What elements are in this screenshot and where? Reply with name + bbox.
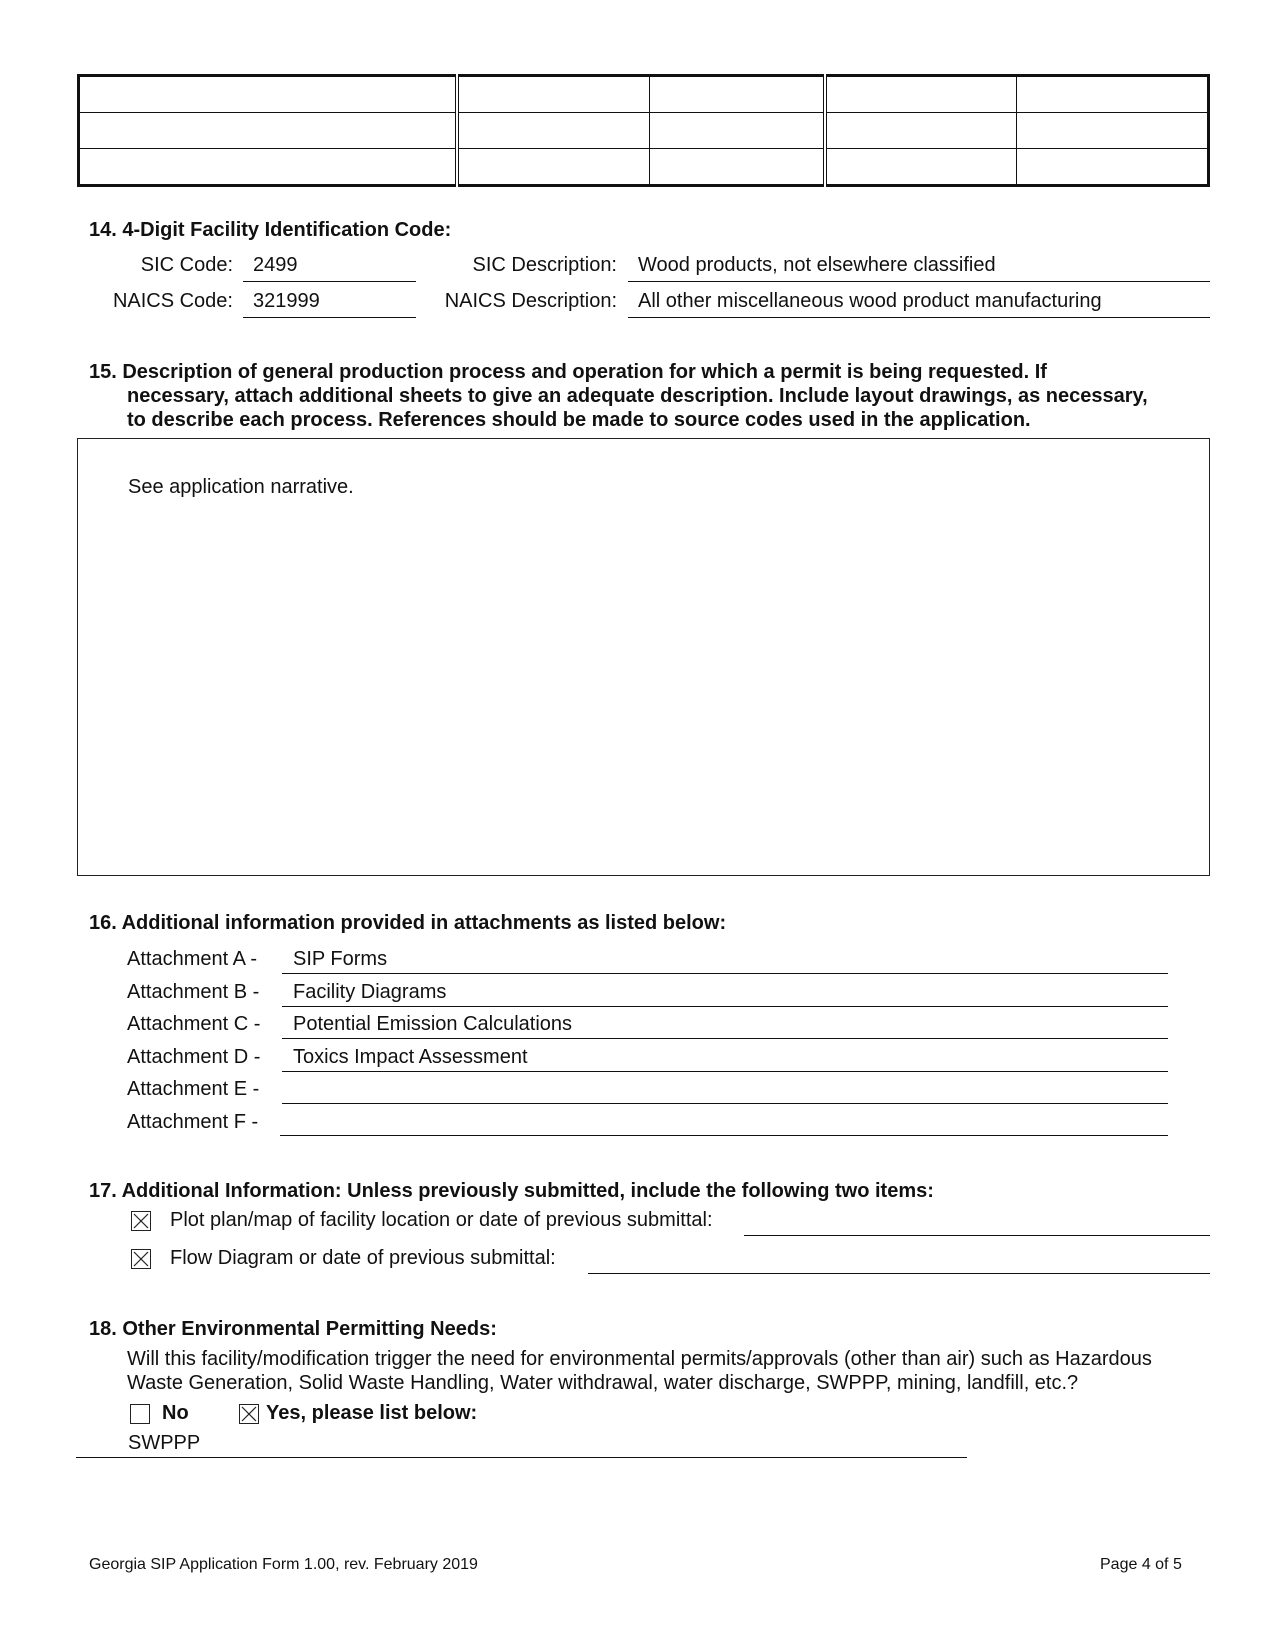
attachment-b-field[interactable]: Facility Diagrams	[293, 981, 447, 1003]
no-label: No	[162, 1402, 189, 1424]
naics-description-label: NAICS Description:	[444, 290, 617, 312]
flow-diagram-checkbox[interactable]	[131, 1249, 151, 1269]
section-16-heading: 16. Additional information provided in attachments as listed below:	[89, 912, 727, 934]
naics-description-field[interactable]: All other miscellaneous wood product manufacturing	[638, 290, 1102, 312]
table-cell[interactable]	[650, 76, 825, 113]
attachment-a-field[interactable]: SIP Forms	[293, 948, 388, 970]
process-description-box[interactable]	[77, 438, 1210, 876]
naics-code-label: NAICS Code:	[112, 290, 233, 312]
plot-plan-label: Plot plan/map of facility location or date of previous submittal:	[170, 1209, 713, 1231]
sic-description-underline	[628, 281, 1210, 282]
section-17-heading: 17. Additional Information: Unless previously submitted, include the following two items:	[89, 1180, 934, 1202]
naics-code-underline	[243, 317, 416, 318]
form-name-footer: Georgia SIP Application Form 1.00, rev. February 2019	[89, 1556, 478, 1573]
yes-label: Yes, please list below:	[266, 1402, 478, 1424]
table-cell[interactable]	[1017, 76, 1209, 113]
flow-diagram-label: Flow Diagram or date of previous submittal:	[170, 1247, 556, 1269]
table-cell[interactable]	[79, 76, 458, 113]
section-15-heading-line3: to describe each process. References should be made to source codes used in the application.	[127, 409, 1031, 431]
attachment-d-field[interactable]: Toxics Impact Assessment	[293, 1046, 528, 1068]
page-number: Page 4 of 5	[1100, 1556, 1182, 1573]
naics-code-field[interactable]: 321999	[253, 290, 320, 312]
other-permits-underline	[76, 1457, 967, 1458]
attachment-f-underline	[280, 1135, 1168, 1136]
sic-code-underline	[243, 281, 416, 282]
table-cell[interactable]	[825, 113, 1017, 149]
attachment-e-label: Attachment E -	[127, 1078, 260, 1100]
section-15-heading-line2: necessary, attach additional sheets to give an adequate description. Include layout drawings, as necessary,	[127, 385, 1148, 407]
table-cell[interactable]	[79, 149, 458, 186]
sic-code-field[interactable]: 2499	[253, 254, 298, 276]
table-cell[interactable]	[1017, 113, 1209, 149]
table-cell[interactable]	[457, 149, 649, 186]
yes-checkbox[interactable]	[239, 1404, 259, 1424]
permitting-question-line1: Will this facility/modification trigger the need for environmental permits/approvals (other than air) such as Hazardous	[127, 1348, 1152, 1370]
section-15-heading-line1: 15. Description of general production process and operation for which a permit is being requested. If	[89, 361, 1047, 383]
attachment-b-underline	[282, 1006, 1168, 1007]
table-cell[interactable]	[457, 113, 649, 149]
table-row	[79, 76, 1209, 113]
checked-x-icon	[132, 1212, 150, 1230]
table-cell[interactable]	[650, 149, 825, 186]
checked-x-icon	[132, 1250, 150, 1268]
table-cell[interactable]	[1017, 149, 1209, 186]
table-cell[interactable]	[825, 76, 1017, 113]
attachment-d-label: Attachment D -	[127, 1046, 261, 1068]
attachment-a-label: Attachment A -	[127, 948, 258, 970]
section-18-heading: 18. Other Environmental Permitting Needs:	[89, 1318, 497, 1340]
table-cell[interactable]	[79, 113, 458, 149]
other-permits-field[interactable]: SWPPP	[128, 1432, 201, 1454]
checked-x-icon	[240, 1405, 258, 1423]
flow-diagram-underline	[588, 1273, 1210, 1274]
process-description-text: See application narrative.	[128, 476, 354, 498]
attachment-a-underline	[282, 973, 1168, 974]
table-cell[interactable]	[650, 113, 825, 149]
sic-description-label: SIC Description:	[472, 254, 617, 276]
plot-plan-underline	[744, 1235, 1210, 1236]
permitting-question-line2: Waste Generation, Solid Waste Handling, Water withdrawal, water discharge, SWPPP, mining, landfill, etc.?	[127, 1372, 1079, 1394]
plot-plan-checkbox[interactable]	[131, 1211, 151, 1231]
no-checkbox[interactable]	[130, 1404, 150, 1424]
table-row	[79, 149, 1209, 186]
attachment-f-label: Attachment F -	[127, 1111, 259, 1133]
table-row	[79, 113, 1209, 149]
attachment-c-label: Attachment C -	[127, 1013, 261, 1035]
naics-description-underline	[628, 317, 1210, 318]
continuation-table	[77, 74, 1210, 187]
table-cell[interactable]	[825, 149, 1017, 186]
attachment-d-underline	[282, 1071, 1168, 1072]
attachment-c-field[interactable]: Potential Emission Calculations	[293, 1013, 573, 1035]
attachment-b-label: Attachment B -	[127, 981, 260, 1003]
section-14-heading: 14. 4-Digit Facility Identification Code:	[89, 219, 452, 241]
sic-code-label: SIC Code:	[140, 254, 233, 276]
sic-description-field[interactable]: Wood products, not elsewhere classified	[638, 254, 996, 276]
table-cell[interactable]	[457, 76, 649, 113]
attachment-c-underline	[282, 1038, 1168, 1039]
attachment-e-underline	[282, 1103, 1168, 1104]
